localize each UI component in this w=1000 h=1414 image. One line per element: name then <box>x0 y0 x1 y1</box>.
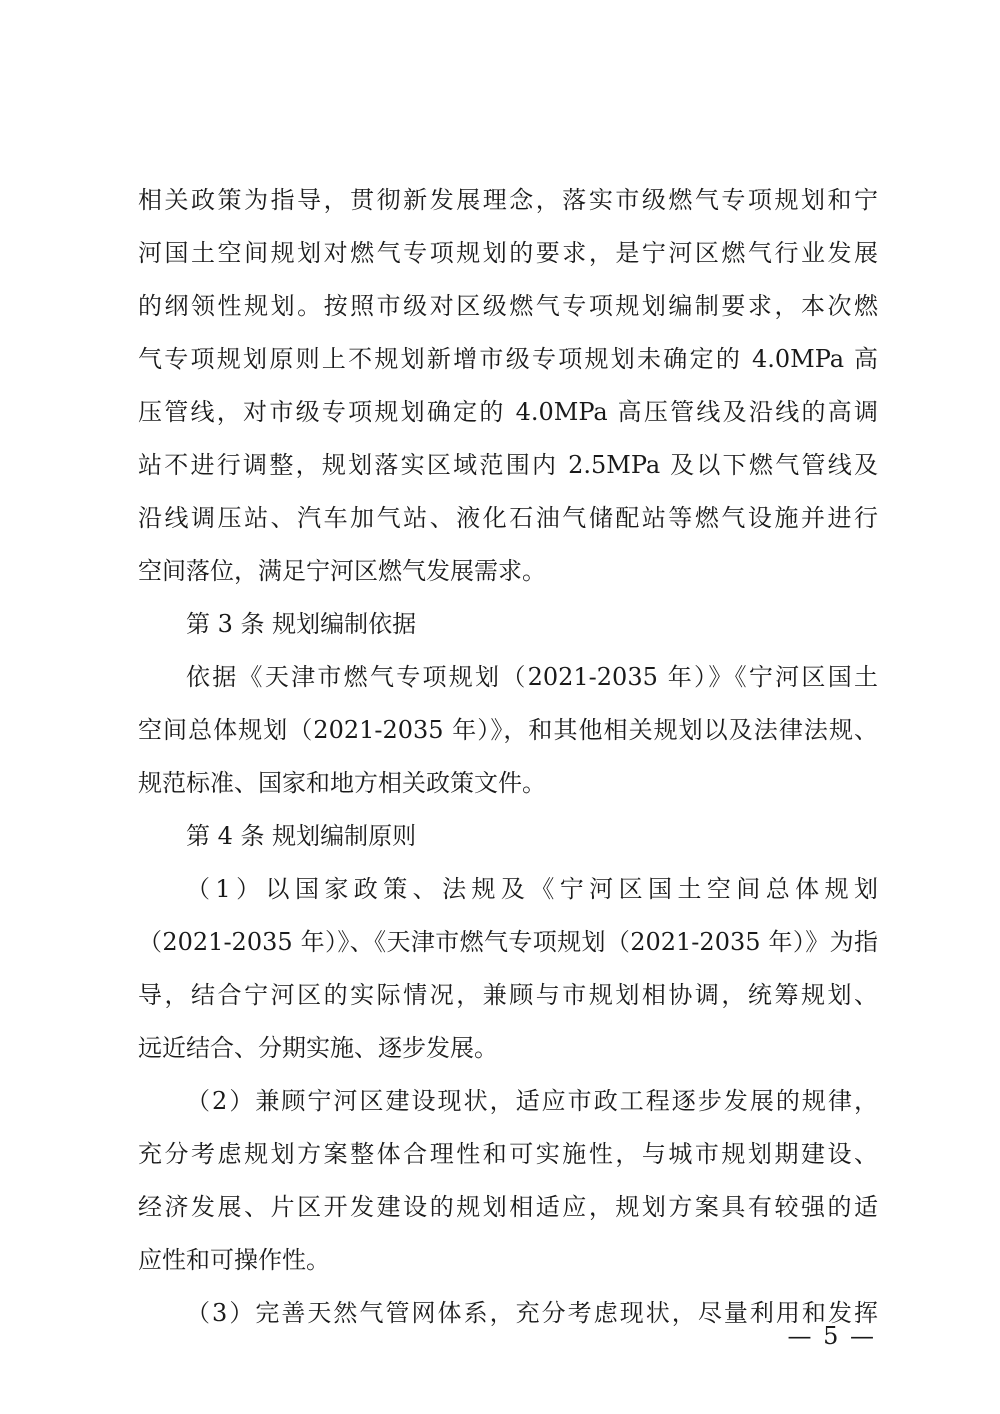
body-text-line: 空间总体规划（2021-2035 年）》，和其他相关规划以及法律法规、 <box>138 716 878 744</box>
body-text-line: 导，结合宁河区的实际情况，兼顾与市规划相协调，统筹规划、 <box>138 981 878 1009</box>
section-heading-article-3: 第 3 条 规划编制依据 <box>186 610 417 638</box>
body-text-line: 压管线，对市级专项规划确定的 4.0MPa 高压管线及沿线的高调 <box>138 398 878 426</box>
body-text-line: 沿线调压站、汽车加气站、液化石油气储配站等燃气设施并进行 <box>138 504 878 532</box>
page-number: — 5 — <box>787 1322 876 1350</box>
body-text-line: 经济发展、片区开发建设的规划相适应，规划方案具有较强的适 <box>138 1193 878 1221</box>
body-text-line: 河国土空间规划对燃气专项规划的要求，是宁河区燃气行业发展 <box>138 239 878 267</box>
section-heading-article-4: 第 4 条 规划编制原则 <box>186 822 417 850</box>
body-text-line: （2）兼顾宁河区建设现状，适应市政工程逐步发展的规律， <box>186 1087 878 1115</box>
body-text-line: 规范标准、国家和地方相关政策文件。 <box>138 769 546 797</box>
body-text-line: 依据《天津市燃气专项规划（2021-2035 年）》《宁河区国土 <box>186 663 878 691</box>
body-text-line: 应性和可操作性。 <box>138 1246 330 1274</box>
body-text-line: （2021-2035 年）》、《天津市燃气专项规划（2021-2035 年）》为指 <box>138 928 878 956</box>
body-text-line: 远近结合、分期实施、逐步发展。 <box>138 1034 498 1062</box>
body-text-line: 气专项规划原则上不规划新增市级专项规划未确定的 4.0MPa 高 <box>138 345 878 373</box>
body-text-line: 充分考虑规划方案整体合理性和可实施性，与城市规划期建设、 <box>138 1140 878 1168</box>
body-text-line: 空间落位，满足宁河区燃气发展需求。 <box>138 557 546 585</box>
body-text-line: （3）完善天然气管网体系，充分考虑现状，尽量利用和发挥 <box>186 1299 878 1327</box>
body-text-line: 站不进行调整，规划落实区域范围内 2.5MPa 及以下燃气管线及 <box>138 451 878 479</box>
body-text-line: 的纲领性规划。按照市级对区级燃气专项规划编制要求，本次燃 <box>138 292 878 320</box>
body-text-line: 相关政策为指导，贯彻新发展理念，落实市级燃气专项规划和宁 <box>138 186 878 214</box>
body-text-line: （1）以国家政策、法规及《宁河区国土空间总体规划 <box>186 875 878 903</box>
